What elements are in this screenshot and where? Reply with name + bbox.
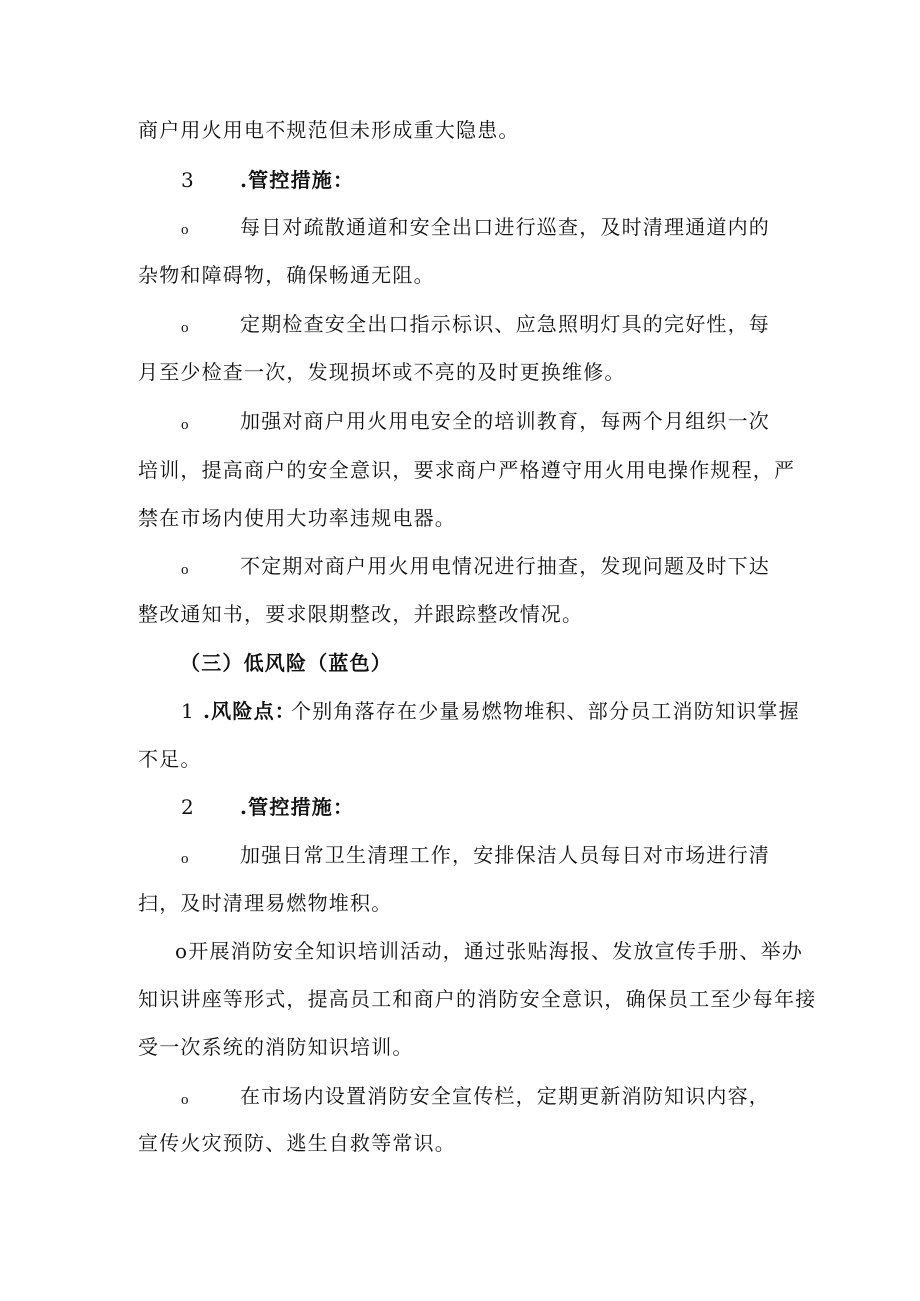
heading-label: .管控措施： [240, 168, 355, 192]
bullet-icon: o [181, 851, 189, 867]
heading-label: .管控措施： [240, 795, 355, 819]
list-item-text: 禁在市场内使用大功率违规电器。 [138, 506, 456, 530]
list-item-text: 知识讲座等形式，提高员工和商户的消防安全意识，确保员工至少每年接 [138, 987, 817, 1011]
paragraph-continuation: 商户用火用电不规范但未形成重大隐患。 [138, 118, 520, 142]
heading-label: .风险点： [203, 699, 296, 723]
list-item-text: 加强日常卫生清理工作，安排保洁人员每日对市场进行清 [240, 843, 770, 867]
bullet-icon: o [181, 417, 189, 433]
risk-point-text: 不足。 [138, 747, 202, 771]
list-item-text: 在市场内设置消防安全宣传栏，定期更新消防知识内容， [240, 1084, 770, 1108]
list-item-text: 月至少检查一次，发现损坏或不亮的及时更换维修。 [138, 360, 626, 384]
list-item-text: 培训，提高商户的安全意识，要求商户严格遵守用火用电操作规程，严 [138, 458, 796, 482]
list-item-text: 定期检查安全出口指示标识、应急照明灯具的完好性，每 [240, 312, 770, 336]
list-item-text: 扫，及时清理易燃物堆积。 [138, 891, 393, 915]
heading-number: 3 [181, 168, 194, 192]
bullet-icon: o [181, 320, 189, 336]
list-item-text: 杂物和障碍物，确保畅通无阻。 [138, 263, 435, 287]
list-item-text: 加强对商户用火用电安全的培训教育，每两个月组织一次 [240, 409, 770, 433]
list-item-text: 受一次系统的消防知识培训。 [138, 1035, 414, 1059]
section-heading: （三）低风险（蓝色） [180, 651, 392, 675]
list-item-text: 宣传火灾预防、逃生自救等常识。 [138, 1131, 456, 1155]
list-item-text: 不定期对商户用火用电情况进行抽查，发现问题及时下达 [240, 554, 770, 578]
bullet-icon: o [181, 562, 189, 578]
list-item-text: o开展消防安全知识培训活动，通过张贴海报、发放宣传手册、举办 [175, 939, 804, 963]
heading-number: 1 [181, 699, 194, 723]
risk-point-text: 个别角落存在少量易燃物堆积、部分员工消防知识掌握 [291, 699, 800, 723]
list-item-text: 整改通知书，要求限期整改，并跟踪整改情况。 [138, 602, 584, 626]
bullet-icon: o [181, 222, 189, 238]
list-item-text: 每日对疏散通道和安全出口进行巡查，及时清理通道内的 [240, 215, 770, 239]
bullet-icon: o [181, 1092, 189, 1108]
heading-number: 2 [181, 795, 194, 819]
